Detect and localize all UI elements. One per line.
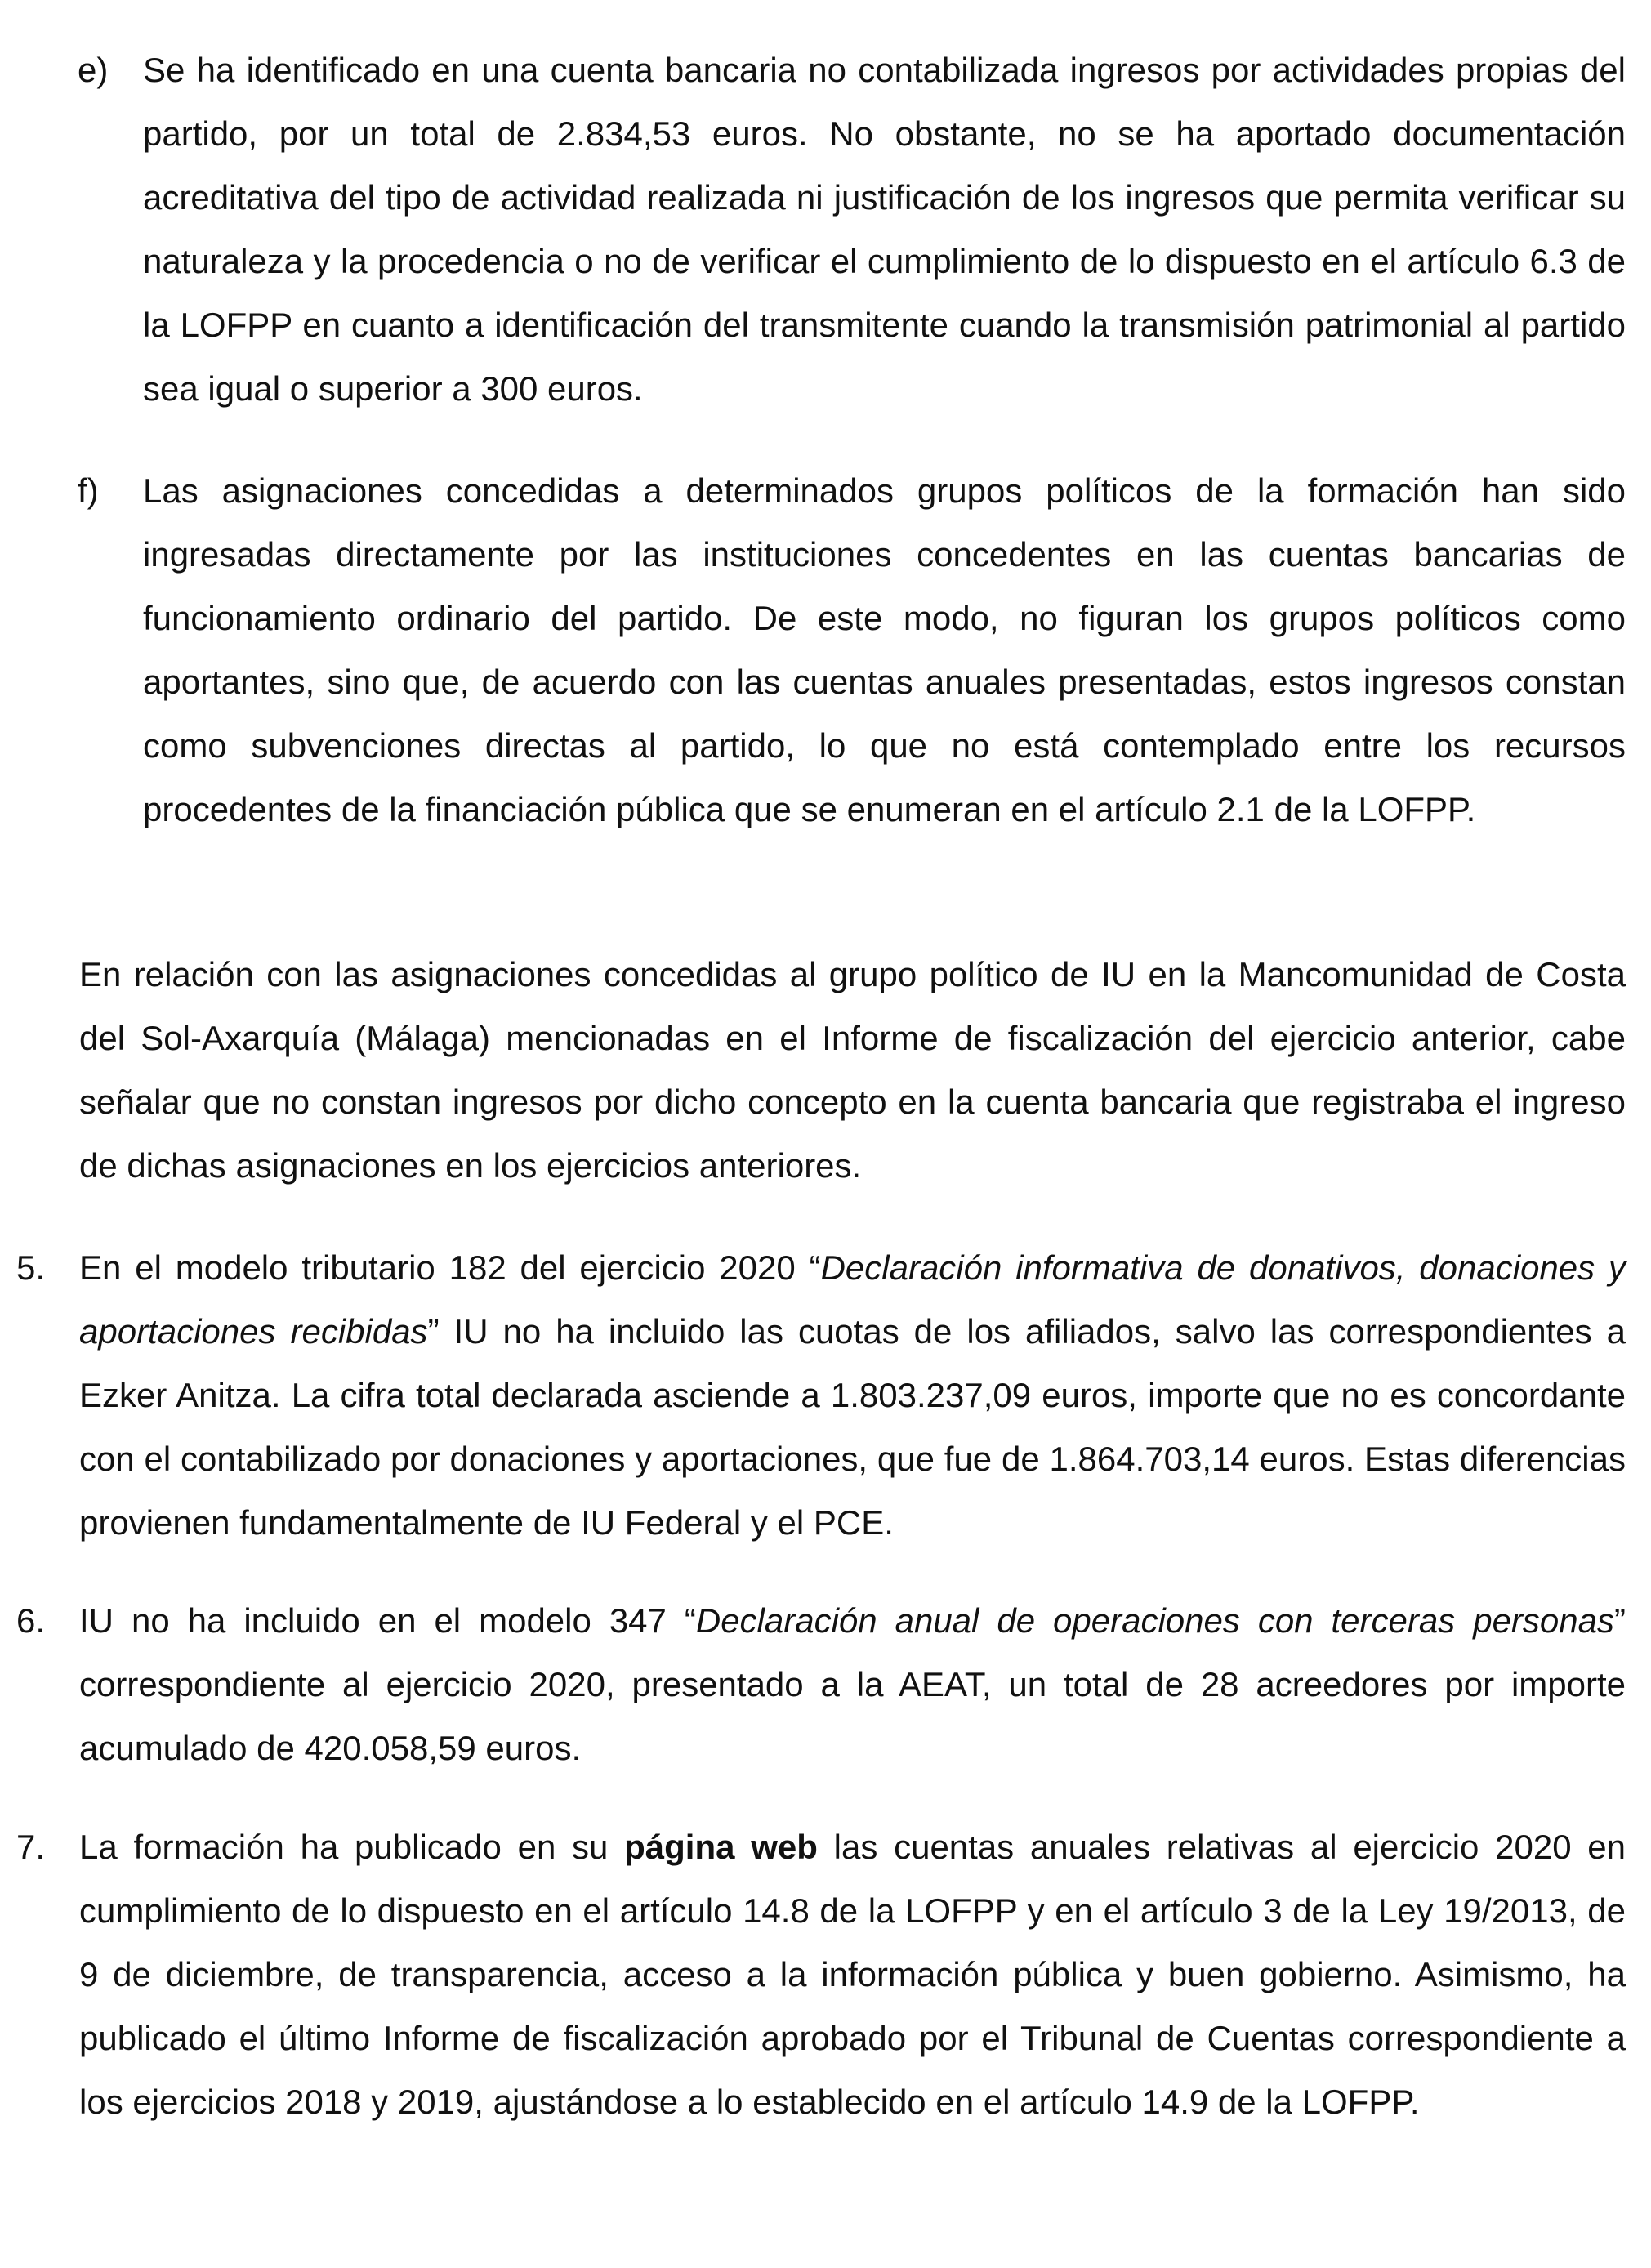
item6-text-b: ” correspondiente al ejercicio 2020, presentado a la AEAT, un total de 28 acreedores por importe acumulado de 420.058,59 euros. — [79, 1601, 1626, 1767]
item5-text-a: En el modelo tributario 182 del ejercicio 2020 “ — [79, 1248, 821, 1287]
list-marker-e: e) — [78, 51, 109, 89]
item7-text-b: las cuentas anuales relativas al ejercicio 2020 en cumplimiento de lo dispuesto en el artículo 14.8 de la LOFPP y en el artículo 3 de la Ley 19/2013, de 9 de diciembre, de transparencia, acceso a la información pública y buen gobierno. Asimismo, ha publicado el último Informe de fiscalización aprobado por el Tribunal de Cuentas correspondiente a los ejercicios 2018 y 2019, ajustándose a lo establecido en el artículo 14.9 de la LOFPP. — [79, 1828, 1626, 2121]
list-marker-f: f) — [78, 471, 99, 510]
item7-web-page: página web — [624, 1828, 818, 1866]
item6-text-a: IU no ha incluido en el modelo 347 “ — [79, 1601, 696, 1640]
item5-text-b: ” IU no ha incluido las cuotas de los afiliados, salvo las correspondientes a Ezker Anitza. La cifra total declarada asciende a 1.803.237,09 euros, importe que no es concordante con el contabilizado por donaciones y aportaciones, que fue de 1.864.703,14 euros. Estas diferencias provienen fundamentalmente de IU Federal y el PCE. — [79, 1312, 1626, 1542]
paragraph-item-7 — [79, 1815, 1626, 2134]
list-marker-6: 6. — [16, 1601, 46, 1640]
paragraph-item-5 — [79, 1236, 1626, 1555]
item5-model-title: Declaración informativa de donativos, donaciones y aportaciones recibidas — [79, 1248, 1626, 1351]
paragraph-f: Las asignaciones concedidas a determinados grupos políticos de la formación han sido ingresadas directamente por las instituciones concedentes en las cuentas bancarias de funcionamiento ordinario del partido. De este modo, no figuran los grupos políticos como aportantes, sino que, de acuerdo con las cuentas anuales presentadas, estos ingresos constan como subvenciones directas al partido, lo que no está contemplado entre los recursos procedentes de la financiación pública que se enumeran en el artículo 2.1 de la LOFPP. — [143, 471, 1626, 828]
paragraph-item-6 — [79, 1589, 1626, 1780]
paragraph-mancomunidad: En relación con las asignaciones concedidas al grupo político de IU en la Mancomunidad de Costa del Sol-Axarquía (Málaga) mencionadas en el Informe de fiscalización del ejercicio anterior, cabe señalar que no constan ingresos por dicho concepto en la cuenta bancaria que registraba el ingreso de dichas asignaciones en los ejercicios anteriores. — [79, 955, 1626, 1185]
list-marker-5: 5. — [16, 1248, 46, 1287]
paragraph-e: Se ha identificado en una cuenta bancaria no contabilizada ingresos por actividades propias del partido, por un total de 2.834,53 euros. No obstante, no se ha aportado documentación acreditativa del tipo de actividad realizada ni justificación de los ingresos que permita verificar su naturaleza y la procedencia o no de verificar el cumplimiento de lo dispuesto en el artículo 6.3 de la LOFPP en cuanto a identificación del transmitente cuando la transmisión patrimonial al partido sea igual o superior a 300 euros. — [143, 51, 1626, 408]
item7-text-a: La formación ha publicado en su — [79, 1828, 625, 1866]
item6-model-title: Declaración anual de operaciones con terceras personas — [695, 1601, 1614, 1640]
list-marker-7: 7. — [16, 1828, 46, 1866]
